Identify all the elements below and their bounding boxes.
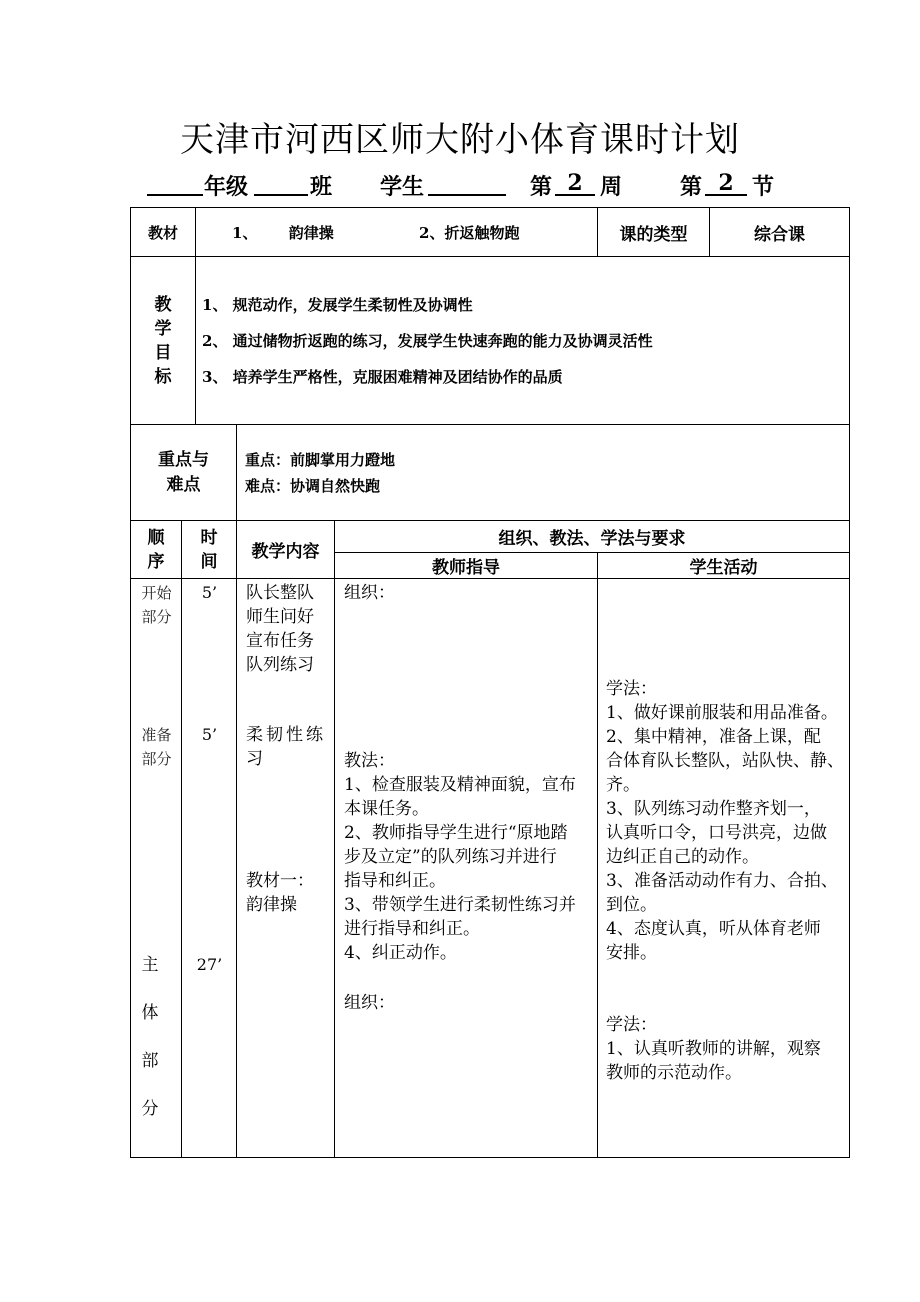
student-study-2	[606, 1013, 852, 1085]
lesson-prefix: 第	[680, 174, 703, 200]
class-label: 班	[310, 174, 333, 200]
grade-blank	[147, 170, 203, 196]
objectives-label	[131, 257, 196, 425]
teacher-method-line: 4、纠正动作。	[344, 943, 457, 963]
materials-item-1: 1、 韵律操	[232, 223, 334, 242]
student-study-line: 1、认真听教师的讲解，观察	[606, 1039, 821, 1059]
content-line: 宣布任务	[246, 631, 315, 651]
objectives-list	[196, 257, 850, 425]
time-header-line: 间	[200, 551, 218, 572]
student-study-title: 学法：	[606, 679, 658, 699]
teacher-method-line: 1、检查服装及精神面貌，宣布	[344, 775, 576, 795]
order-header	[131, 521, 182, 579]
objectives-label-char: 教	[154, 294, 172, 315]
student-blank	[428, 170, 506, 196]
order-main-char: 体	[141, 1003, 159, 1023]
week-value: 2	[555, 170, 595, 196]
materials-label: 教材	[131, 208, 196, 257]
order-start-line: 开始	[141, 584, 172, 602]
grade-label: 年级	[204, 174, 249, 200]
content-header: 教学内容	[237, 521, 335, 579]
materials-items	[196, 208, 598, 257]
student-study-line: 边纠正自己的动作。	[606, 847, 760, 867]
class-blank	[254, 170, 308, 196]
page-title: 天津市河西区师大附小体育课时计划	[180, 120, 740, 160]
student-study-title: 学法：	[606, 1015, 658, 1035]
teacher-column	[335, 579, 598, 1158]
time-main: 27’	[196, 955, 223, 974]
student-study-line: 3、队列练习动作整齐划一，	[606, 799, 821, 819]
lesson-type-value: 综合课	[710, 208, 850, 257]
time-start: 5’	[201, 583, 218, 602]
content-line: 柔韧性练	[246, 725, 327, 745]
student-study-line: 到位。	[606, 895, 658, 915]
student-study-line: 3、准备活动动作有力、合拍、	[606, 871, 838, 891]
time-header-line: 时	[200, 527, 218, 548]
content-line: 习	[246, 749, 267, 769]
lesson-blank	[705, 170, 747, 196]
student-study-line: 2、集中精神，准备上课，配	[606, 727, 821, 747]
content-line: 队长整队	[246, 583, 315, 603]
header-line	[0, 170, 920, 202]
org-header: 组织、教法、学法与要求	[335, 521, 850, 553]
content-main	[246, 869, 314, 917]
objective-item: 3、 培养学生严格性，克服困难精神及团结协作的品质	[202, 367, 563, 386]
order-main-char: 部	[141, 1051, 159, 1071]
order-prep-line: 部分	[141, 750, 172, 768]
content-prep	[246, 723, 326, 771]
teacher-method-line: 3、带领学生进行柔韧性练习并	[344, 895, 576, 915]
order-start	[131, 581, 182, 629]
student-study-line: 教师的示范动作。	[606, 1063, 743, 1083]
content-line: 教材一：	[246, 871, 315, 891]
key-points-label	[131, 425, 237, 521]
teacher-method-line: 步及立定”的队列练习并进行	[344, 847, 557, 867]
order-main	[131, 941, 169, 1133]
order-prep-line: 准备	[141, 726, 172, 744]
teacher-method	[344, 749, 596, 965]
teacher-org-2: 组织：	[344, 993, 396, 1013]
lesson-type-label: 课的类型	[598, 208, 710, 257]
key-point: 重点：前脚掌用力蹬地	[245, 450, 396, 469]
lesson-suffix: 节	[752, 174, 775, 200]
student-column	[598, 579, 850, 1158]
student-study-1	[606, 677, 852, 965]
key-points-content	[237, 425, 850, 521]
student-study-line: 安排。	[606, 943, 658, 963]
teacher-org-1: 组织：	[344, 583, 396, 603]
difficulty-point: 难点：协调自然快跑	[245, 476, 381, 495]
order-prep	[131, 723, 182, 771]
time-prep: 5’	[201, 725, 218, 744]
teacher-header: 教师指导	[335, 553, 598, 579]
materials-item-2: 2、折返触物跑	[419, 223, 520, 242]
order-main-char: 主	[141, 955, 159, 975]
objectives-label-char: 学	[154, 318, 172, 339]
objective-item: 2、 通过储物折返跑的练习，发展学生快速奔跑的能力及协调灵活性	[202, 331, 653, 350]
order-column	[131, 579, 182, 1158]
student-study-line: 齐。	[606, 775, 641, 795]
student-study-line: 1、做好课前服装和用品准备。	[606, 703, 838, 723]
objectives-label-char: 标	[154, 366, 172, 387]
week-prefix: 第	[530, 174, 553, 200]
week-blank	[555, 170, 595, 196]
time-header	[182, 521, 237, 579]
student-study-line: 4、态度认真，听从体育老师	[606, 919, 821, 939]
student-label: 学生	[380, 174, 425, 200]
teacher-method-line: 本课任务。	[344, 799, 430, 819]
objectives-label-char: 目	[154, 342, 172, 363]
order-main-char: 分	[141, 1099, 159, 1119]
student-study-line: 认真听口令，口号洪亮，边做	[606, 823, 828, 843]
content-column	[237, 579, 335, 1158]
key-points-label-line: 难点	[166, 474, 201, 495]
lesson-plan-table	[130, 207, 850, 1158]
content-start	[246, 581, 314, 677]
content-line: 队列练习	[246, 655, 315, 675]
teacher-method-line: 指导和纠正。	[344, 871, 447, 891]
student-header: 学生活动	[598, 553, 850, 579]
objective-item: 1、 规范动作，发展学生柔韧性及协调性	[202, 295, 473, 314]
week-suffix: 周	[600, 174, 623, 200]
time-column	[182, 579, 237, 1158]
order-header-line: 顺	[147, 527, 165, 548]
order-header-line: 序	[147, 551, 165, 572]
key-points-label-line: 重点与	[158, 449, 209, 470]
lesson-value: 2	[705, 170, 747, 196]
teacher-method-line: 2、教师指导学生进行“原地踏	[344, 823, 568, 843]
student-study-line: 合体育队长整队，站队快、静、	[606, 751, 845, 771]
content-line: 师生问好	[246, 607, 315, 627]
order-start-line: 部分	[141, 608, 172, 626]
content-line: 韵律操	[246, 895, 298, 915]
teacher-method-line: 进行指导和纠正。	[344, 919, 481, 939]
teacher-method-title: 教法：	[344, 751, 396, 771]
